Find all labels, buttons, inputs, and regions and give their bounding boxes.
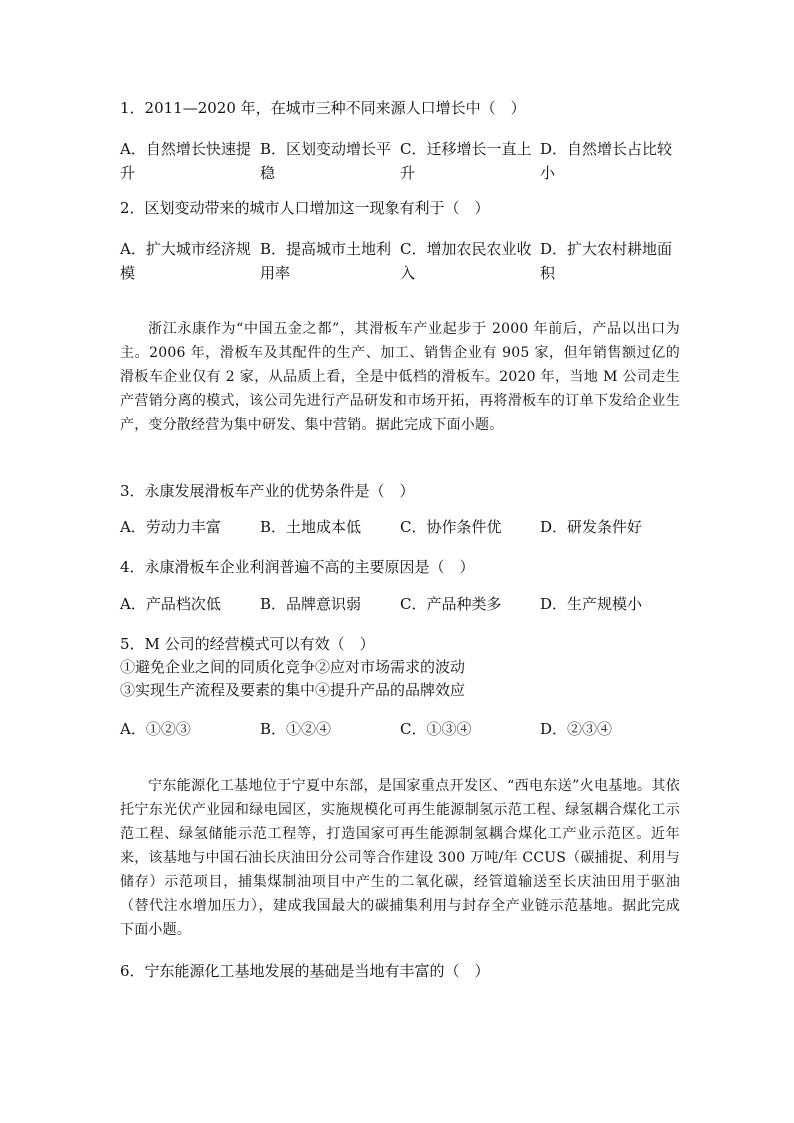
- passage-1-text: 浙江永康作为“中国五金之都”，其滑板车产业起步于 2000 年前后，产品以出口为主。2006 年，滑板车及其配件的生产、加工、销售企业有 905 家，但年销售额过亿的滑板车企业仅有 2 家，从品质上看，全是中低档的滑板车。2020 年，当地 M 公司走生产营销分离的模式，该公司先进行产品研发和市场开拓，再将滑板车的订单下发给企业生产，变分散经营为集中研发、集中营销。据此完成下面小题。: [120, 321, 680, 433]
- question-5-option-b: B．①②④: [260, 720, 332, 738]
- question-3-option-b: B．土地成本低: [260, 518, 362, 536]
- question-4-option-b: B．品牌意识弱: [260, 595, 362, 613]
- question-2-option-b: B．提高城市土地利用率: [260, 240, 392, 282]
- question-2-option-a: A．扩大城市经济规模: [120, 240, 251, 282]
- question-3-option-d: D．研发条件好: [540, 518, 643, 536]
- question-4-option-d: D．生产规模小: [540, 595, 643, 613]
- question-5-statement-line-1: ①避免企业之间的同质化竞争②应对市场需求的波动: [120, 658, 466, 676]
- question-2-option-d: D．扩大农村耕地面积: [540, 240, 673, 282]
- question-5-option-d: D．②③④: [540, 720, 613, 738]
- question-4-stem: 4．永康滑板车企业利润普遍不高的主要原因是（ ）: [120, 558, 475, 576]
- passage-2-text: 宁东能源化工基地位于宁夏中东部，是国家重点开发区、“西电东送”火电基地。其依托宁东光伏产业园和绿电园区，实施规模化可再生能源制氢示范工程、绿氢耦合煤化工示范工程、绿氢储能示范工程等，打造国家可再生能源制氢耦合煤化工产业示范区。近年来，该基地与中国石油长庆油田分公司等合作建设 300 万吨/年 CCUS（碳捕捉、利用与储存）示范项目，捕集煤制油项目中产生的二氧化碳，经管道输送至长庆油田用于驱油（替代注水增加压力），建成我国最大的碳捕集利用与封存全产业链示范基地。据此完成下面小题。: [120, 778, 680, 938]
- question-1-stem: 1．2011—2020 年，在城市三种不同来源人口增长中（ ）: [120, 99, 526, 117]
- question-3-option-a: A．劳动力丰富: [120, 518, 221, 536]
- question-1-option-a: A．自然增长快速提升: [120, 140, 251, 182]
- question-5-stem: 5．M 公司的经营模式可以有效（ ）: [120, 635, 375, 653]
- question-5-option-c: C．①③④: [400, 720, 472, 738]
- question-5-option-a: A．①②③: [120, 720, 191, 738]
- question-3-option-c: C．协作条件优: [400, 518, 502, 536]
- question-1-option-b: B．区划变动增长平稳: [260, 140, 392, 182]
- question-2-option-c: C．增加农民农业收入: [400, 240, 532, 282]
- question-3-stem: 3．永康发展滑板车产业的优势条件是（ ）: [120, 482, 415, 500]
- question-2-stem: 2．区划变动带来的城市人口增加这一现象有利于（ ）: [120, 199, 490, 217]
- question-6-stem: 6．宁东能源化工基地发展的基础是当地有丰富的（ ）: [120, 962, 490, 980]
- question-1-option-d: D．自然增长占比较小: [540, 140, 673, 182]
- question-5-statement-line-2: ③实现生产流程及要素的集中④提升产品的品牌效应: [120, 681, 466, 699]
- question-4-option-a: A．产品档次低: [120, 595, 221, 613]
- question-4-option-c: C．产品种类多: [400, 595, 502, 613]
- reading-passage-2: [120, 774, 680, 942]
- question-1-option-c: C．迁移增长一直上升: [400, 140, 532, 182]
- reading-passage-1: [120, 317, 680, 437]
